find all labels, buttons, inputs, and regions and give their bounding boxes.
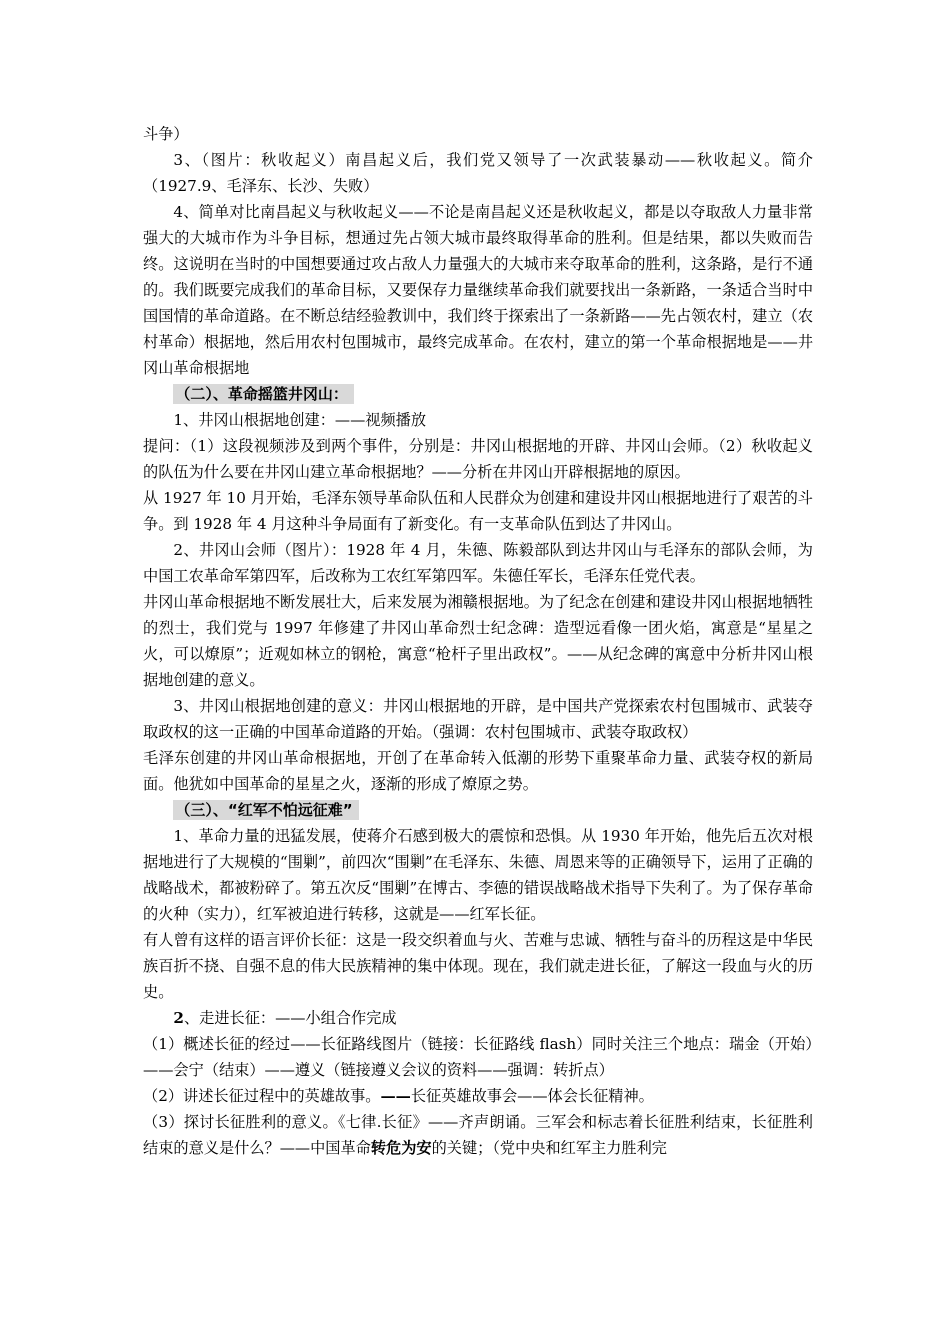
section-heading-3-wrap <box>143 797 813 823</box>
paragraph-significance: 3、井冈山根据地创建的意义：井冈山根据地的开辟，是中国共产党探索农村包围城市、武装夺取政权的这一正确的中国革命道路的开始。（强调：农村包围城市、武装夺取政权） <box>143 697 813 741</box>
paragraph-1: 斗争） <box>143 125 189 143</box>
paragraph-enter-long-march: 2、走进长征：——小组合作完成 <box>173 1009 397 1027</box>
paragraph-1927: 从 1927 年 10 月开始，毛泽东领导革命队伍和人民群众为创建和建设井冈山根据地进行了艰苦的斗争。到 1928 年 4 月这种斗争局面有了新变化。有一支革命队伍到达了井冈山。 <box>143 489 813 533</box>
paragraph-jinggangshan-meeting: 2、井冈山会师（图片）：1928 年 4 月，朱德、陈毅部队到达井冈山与毛泽东的部队会师，为中国工农革命军第四军，后改称为工农红军第四军。朱德任军长，毛泽东任党代表。 <box>143 541 813 585</box>
paragraph-autumn-harvest: 3、（图片：秋收起义）南昌起义后，我们党又领导了一次武装暴动——秋收起义。简介（1927.9、毛泽东、长沙、失败） <box>143 151 813 195</box>
paragraph-long-march-evaluation: 有人曾有这样的语言评价长征：这是一段交织着血与火、苦难与忠诚、牺牲与奋斗的历程这是中华民族百折不挠、自强不息的伟大民族精神的集中体现。现在，我们就走进长征，了解这一段血与火的历史。 <box>143 931 813 1001</box>
paragraph-comparison: 4、简单对比南昌起义与秋收起义——不论是南昌起义还是秋收起义，都是以夺取敌人力量非常强大的大城市作为斗争目标，想通过先占领大城市最终取得革命的胜利。但是结果，都以失败而告终。这说明在当时的中国想要通过攻占敌人力量强大的大城市来夺取革命的胜利，这条路，是行不通的。我们既要完成我们的革命目标，又要保存力量继续革命我们就要找出一条新路，一条适合当时中国国情的革命道路。在不断总结经验教训中，我们终于探索出了一条新路——先占领农村，建立（农村革命）根据地，然后用农村包围城市，最终完成革命。在农村，建立的第一个革命根据地是——井冈山革命根据地 <box>143 203 813 377</box>
paragraph-monument: 井冈山革命根据地不断发展壮大，后来发展为湘赣根据地。为了纪念在创建和建设井冈山根据地牺牲的烈士，我们党与 1997 年修建了井冈山革命烈士纪念碑：造型远看像一团火焰，寓意是“星星之火，可以燎原”；近观如林立的钢枪，寓意“枪杆子里出政权”。——从纪念碑的寓意中分析井冈山根据地创建的意义。 <box>143 593 813 689</box>
document-page <box>143 121 813 1161</box>
section-heading-2: （二）、革命摇篮井冈山： <box>173 384 354 404</box>
paragraph-mao-base: 毛泽东创建的井冈山革命根据地，开创了在革命转入低潮的形势下重聚革命力量、武装夺权的新局面。他犹如中国革命的星星之火，逐渐的形成了燎原之势。 <box>143 749 813 793</box>
item-number: 2 <box>173 1009 184 1027</box>
section-heading-2-wrap <box>143 381 813 407</box>
paragraph-item-2: （2）讲述长征过程中的英雄故事。——长征英雄故事会——体会长征精神。 <box>143 1087 654 1105</box>
paragraph-item-1: （1）概述长征的经过——长征路线图片（链接：长征路线 flash）同时关注三个地点：瑞金（开始）——会宁（结束）——遵义（链接遵义会议的资料——强调：转折点） <box>143 1035 813 1079</box>
section-heading-3: （三）、“红军不怕远征难” <box>173 800 358 820</box>
paragraph-item-3: （3）探讨长征胜利的意义。《七律.长征》——齐声朗诵。三军会和标志着长征胜利结束，长征胜利结束的意义是什么？——中国革命转危为安的关键；（党中央和红军主力胜利完 <box>143 1113 813 1157</box>
paragraph-video: 1、井冈山根据地创建：——视频播放 <box>173 411 427 429</box>
emphasis-turning-point: 转危为安 <box>370 1139 432 1157</box>
paragraph-questions: 提问：（1）这段视频涉及到两个事件，分别是：井冈山根据地的开辟、井冈山会师。（2）秋收起义的队伍为什么要在井冈山建立革命根据地？——分析在井冈山开辟根据地的原因。 <box>143 437 813 481</box>
paragraph-encirclement: 1、革命力量的迅猛发展，使蒋介石感到极大的震惊和恐惧。从 1930 年开始，他先后五次对根据地进行了大规模的“围剿”，前四次“围剿”在毛泽东、朱德、周恩来等的正确领导下，运用了正确的战略战术，都被粉碎了。第五次反“围剿”在博古、李德的错误战略战术指导下失利了。为了保存革命的火种（实力），红军被迫进行转移，这就是——红军长征。 <box>143 827 813 923</box>
